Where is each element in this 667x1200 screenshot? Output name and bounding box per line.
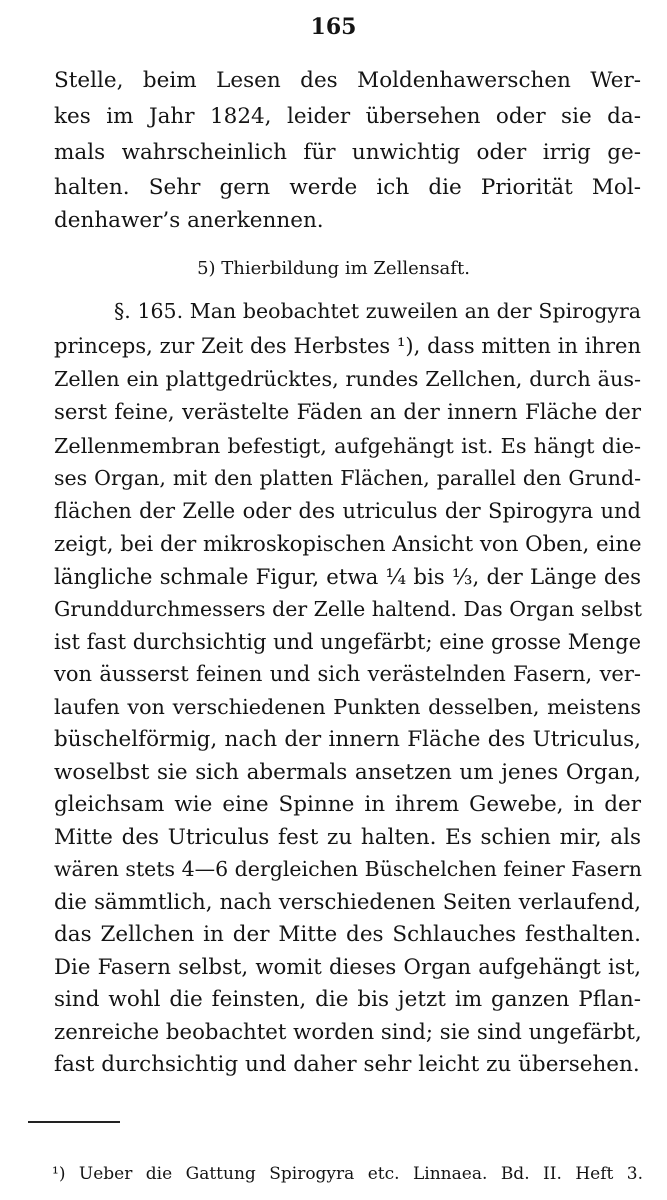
- text-line: woselbst sie sich abermals ansetzen um jenes Organ,: [54, 760, 641, 785]
- text-line: flächen der Zelle oder des utriculus der Spirogyra und: [54, 499, 641, 523]
- text-line: längliche schmale Figur, etwa ¼ bis ⅓, der Länge des: [54, 565, 641, 590]
- text-line: gleichsam wie eine Spinne in ihrem Gewebe, in der: [54, 792, 641, 817]
- page-number: 165: [310, 14, 357, 40]
- text-line: wären stets 4—6 dergleichen Büschelchen feiner Fasern: [54, 857, 642, 881]
- text-line: von äusserst feinen und sich verästelnden Fasern, ver-: [54, 662, 641, 686]
- text-line: mals wahrscheinlich für unwichtig oder irrig ge-: [54, 140, 641, 165]
- text-line: das Zellchen in der Mitte des Schlauches festhalten.: [54, 922, 641, 947]
- text-line: zenreiche beobachtet worden sind; sie sind ungefärbt,: [54, 1020, 642, 1045]
- text-line: ist fast durchsichtig und ungefärbt; eine grosse Menge: [54, 630, 642, 654]
- text-line: kes im Jahr 1824, leider übersehen oder sie da-: [54, 104, 641, 129]
- footnote-divider: [28, 1121, 120, 1123]
- text-line: die sämmtlich, nach verschiedenen Seiten verlaufend,: [54, 890, 641, 915]
- text-line: zeigt, bei der mikroskopischen Ansicht von Oben, eine: [54, 532, 642, 557]
- footnote: ¹) Ueber die Gattung Spirogyra etc. Linnaea. Bd. II. Heft 3.: [52, 1164, 643, 1184]
- text-line: halten. Sehr gern werde ich die Priorität Mol-: [54, 175, 641, 200]
- text-line: laufen von verschiedenen Punkten desselben, meistens: [54, 695, 641, 719]
- text-line: §. 165. Man beobachtet zuweilen an der Spirogyra: [114, 299, 641, 323]
- text-line: fast durchsichtig und daher sehr leicht zu übersehen.: [54, 1052, 640, 1077]
- text-line: Mitte des Utriculus fest zu halten. Es schien mir, als: [54, 825, 641, 850]
- text-line: büschelförmig, nach der innern Fläche des Utriculus,: [54, 727, 641, 752]
- text-line: Zellen ein plattgedrücktes, rundes Zellchen, durch äus-: [54, 367, 641, 391]
- text-line: sind wohl die feinsten, die bis jetzt im ganzen Pflan-: [54, 987, 641, 1012]
- text-line: ses Organ, mit den platten Flächen, parallel den Grund-: [54, 466, 641, 490]
- text-line: serst feine, verästelte Fäden an der innern Fläche der: [54, 400, 641, 425]
- text-line: Zellenmembran befestigt, aufgehängt ist. Es hängt die-: [54, 434, 641, 458]
- text-line: Grunddurchmessers der Zelle haltend. Das Organ selbst: [54, 597, 642, 621]
- text-line: Stelle, beim Lesen des Moldenhawerschen Wer-: [54, 68, 641, 93]
- section-heading: 5) Thierbildung im Zellensaft.: [197, 258, 470, 279]
- text-line: princeps, zur Zeit des Herbstes ¹), dass mitten in ihren: [54, 334, 641, 358]
- text-line: Die Fasern selbst, womit dieses Organ aufgehängt ist,: [54, 955, 641, 980]
- text-line: denhawer’s anerkennen.: [54, 208, 324, 233]
